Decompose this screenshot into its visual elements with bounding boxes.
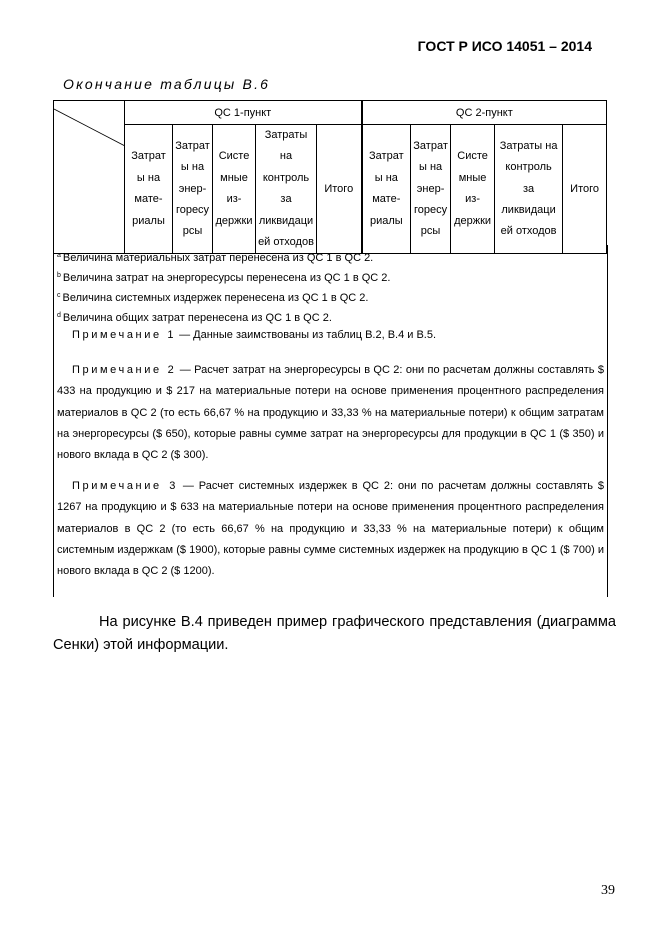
header-line: ликвидаци <box>501 203 556 216</box>
note-text: — Данные заимствованы из таблиц В.2, В.4 и В.5. <box>179 329 437 341</box>
document-header: ГОСТ Р ИСО 14051 – 2014 <box>417 38 592 54</box>
header-line: Затрат <box>413 139 448 152</box>
header-line: риалы <box>132 214 165 227</box>
header-line: ликвидаци <box>258 214 314 227</box>
footnote-mark: c <box>57 292 61 299</box>
header-line: из- <box>465 193 480 206</box>
note-text: — Расчет затрат на энергоресурсы в QC 2: они по расчетам должны составлять $ 433 на продукцию и $ 217 на материальные потери на основе применения процентного распределения материалов в QC 2 (то есть 66,67 % на продукцию и 33,33 % на материальные потери) к общим затратам на энергоресурсы ($ 650), которые равны сумме затрат на энергоресурсы для продукции в QC 1 ($ 350) и нового вклада в QC 2 ($ 300). <box>57 364 604 462</box>
group-header-qc1: QC 1-пункт <box>125 101 362 125</box>
note-label: Примечание 2 <box>72 364 177 376</box>
corner-diagonal-line <box>54 101 125 246</box>
header-line: контроль <box>262 171 310 184</box>
footnote-mark: a <box>57 252 61 259</box>
footnote-mark: b <box>57 272 61 279</box>
note-label: Примечание 3 <box>72 480 178 492</box>
table-footnotes-area <box>53 245 608 597</box>
footnote-text: Величина системных издержек перенесена из QC 1 в QC 2. <box>62 292 369 304</box>
column-header-qc2-system <box>451 125 495 254</box>
header-line: мные <box>458 171 487 184</box>
header-line: Итого <box>570 182 599 195</box>
table-bottom-edge <box>53 580 54 597</box>
footnote-c <box>57 289 368 305</box>
column-header-qc2-energy <box>411 125 451 254</box>
cost-table <box>53 100 607 254</box>
header-line: ы на <box>418 161 443 174</box>
footnote-mark: d <box>57 312 61 319</box>
header-line: мате- <box>372 193 401 206</box>
column-header-qc1-system <box>213 125 256 254</box>
footnote-text: Величина затрат на энергоресурсы перенесена из QC 1 в QC 2. <box>62 272 391 284</box>
column-header-qc1-waste <box>256 125 317 254</box>
header-line: на <box>279 150 293 163</box>
header-line: ей отходов <box>500 225 557 238</box>
column-header-qc2-waste <box>495 125 563 254</box>
header-line: горесу <box>175 203 210 216</box>
header-line: контроль <box>505 161 552 174</box>
header-line: держки <box>215 214 253 227</box>
header-line: мные <box>220 171 248 184</box>
column-header-qc1-total <box>317 125 362 254</box>
header-line: ы на <box>374 171 398 184</box>
note-text: — Расчет системных издержек в QC 2: они по расчетам должны составлять $ 1267 на продукцию и $ 633 на материальные потери на основе применения процентного распределения материалов в QC 2 (то есть 66,67 % на продукцию и 33,33 % на материальные потери) к общим системным издержкам ($ 1900), которые равны сумме системных издержек на продукцию в QC 1 ($ 700) и нового вклада в QC 2 ($ 1200). <box>57 480 604 578</box>
header-line: энер- <box>178 182 207 195</box>
table-corner-cell <box>54 101 125 254</box>
column-header-qc1-energy <box>173 125 213 254</box>
body-text: На рисунке В.4 приведен пример графического представления (диаграмма Сенки) этой информации. <box>53 614 616 653</box>
header-line: Затраты <box>264 129 308 141</box>
column-header-qc2-total <box>563 125 607 254</box>
body-paragraph <box>53 611 616 657</box>
header-line: за <box>280 193 292 206</box>
header-line: за <box>522 182 535 195</box>
column-header-qc1-materials <box>125 125 173 254</box>
group-header-qc2: QC 2-пункт <box>362 101 607 125</box>
table-caption: Окончание таблицы В.6 <box>63 76 271 92</box>
column-header-qc2-materials <box>362 125 411 254</box>
footnote-a <box>57 249 373 265</box>
footnote-text: Величина материальных затрат перенесена из QC 1 в QC 2. <box>62 252 374 264</box>
header-line: из- <box>226 193 242 206</box>
header-line: энер- <box>416 182 445 195</box>
header-line: Затрат <box>175 139 210 152</box>
header-line: рсы <box>182 225 203 238</box>
footnote-d <box>57 309 332 325</box>
header-line: Систе <box>457 150 488 163</box>
header-line: Затраты на <box>499 139 558 152</box>
page-number: 39 <box>601 883 615 898</box>
header-line: рсы <box>420 225 441 238</box>
header-line: Затрат <box>131 150 166 163</box>
header-line: держки <box>454 214 492 227</box>
footnote-text: Величина общих затрат перенесена из QC 1 в QC 2. <box>62 312 332 324</box>
note-3 <box>57 476 604 582</box>
header-line: Итого <box>324 182 354 195</box>
note-label: Примечание 1 <box>72 329 177 341</box>
header-line: Затрат <box>369 150 404 163</box>
note-2 <box>57 360 604 466</box>
header-line: Систе <box>218 150 250 163</box>
header-line: ы на <box>136 171 161 184</box>
header-line: горесу <box>414 203 448 216</box>
header-line: ы на <box>180 161 205 174</box>
note-1 <box>57 325 604 346</box>
header-line: ей отходов <box>258 236 314 249</box>
header-line: мате- <box>134 193 163 206</box>
footnote-b <box>57 269 390 285</box>
header-line: риалы <box>369 214 403 227</box>
